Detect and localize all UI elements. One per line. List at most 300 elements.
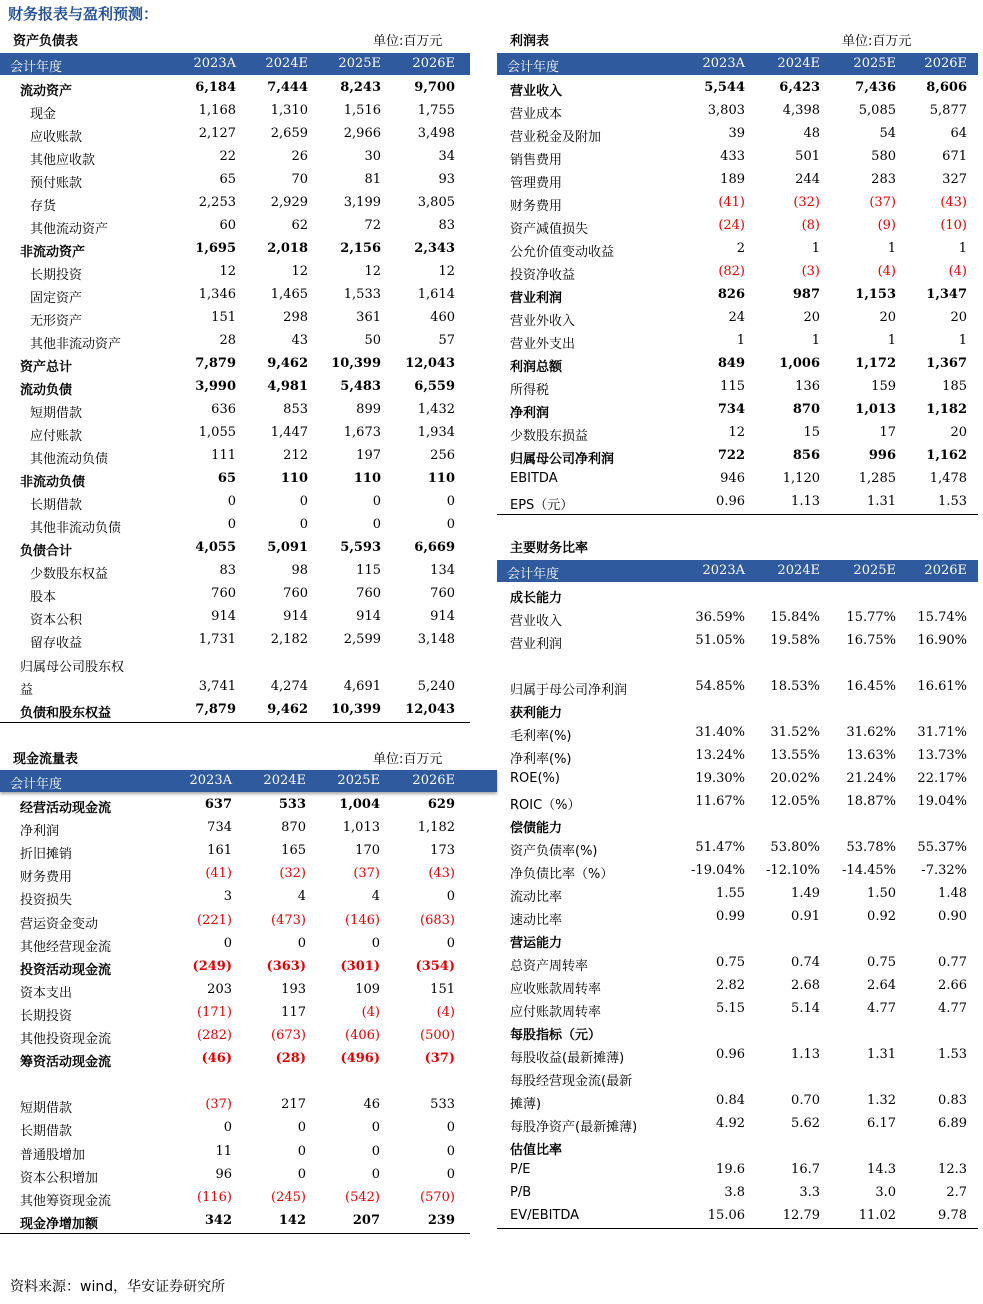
cash-flow-cell: (500) — [420, 1028, 455, 1043]
balance-sheet-header-year: 2023A — [193, 56, 236, 71]
cash-flow-row — [0, 816, 470, 839]
ratios-row-label: 每股指标（元） — [510, 1028, 602, 1043]
balance-sheet-cell: 6,559 — [414, 379, 455, 395]
income-statement-row-label: 投资净收益 — [510, 268, 576, 283]
cash-flow-row — [0, 1070, 470, 1093]
cash-flow-row — [0, 1140, 470, 1163]
balance-sheet-row-label: 短期借款 — [30, 406, 83, 422]
balance-sheet-row-label: 资本公积 — [30, 613, 83, 629]
cash-flow-cell: (406) — [345, 1028, 380, 1043]
ratios-cell: 4.77 — [867, 1001, 896, 1016]
ratios-row — [497, 951, 978, 974]
income-statement-cell: 671 — [942, 149, 967, 164]
balance-sheet-cell: 7,879 — [195, 701, 236, 717]
balance-sheet-row — [0, 444, 470, 467]
cash-flow-section — [0, 748, 500, 1238]
balance-sheet-cell: 0 — [227, 517, 236, 533]
cash-flow-cell: 11 — [215, 1143, 232, 1159]
income-statement-header-year: 2024E — [777, 56, 820, 71]
cash-flow-cell: 0 — [297, 1120, 306, 1136]
income-statement-row-label: 利润总额 — [510, 360, 563, 375]
balance-sheet-row-label: 少数股东权益 — [30, 567, 109, 583]
ratios-row-label: ROE(%) — [510, 771, 560, 786]
income-statement-row-label: 所得税 — [510, 383, 550, 398]
income-statement-cell: 1,013 — [855, 402, 896, 417]
ratios-cell: 1.48 — [938, 886, 967, 901]
income-statement-cell: 244 — [795, 172, 820, 187]
balance-sheet-cell: 50 — [364, 333, 381, 349]
ratios-row-label: 每股经营现金流(最新 — [510, 1074, 633, 1089]
balance-sheet-cell: 1,673 — [343, 425, 381, 441]
ratios-row — [497, 790, 978, 813]
income-statement-cell: 64 — [950, 126, 967, 141]
ratios-cell: 13.63% — [846, 748, 896, 763]
ratios-cell: 12.3 — [938, 1162, 967, 1177]
cash-flow-cell: (542) — [345, 1189, 380, 1205]
cash-flow-row-label: 资本支出 — [20, 985, 73, 1001]
balance-sheet-cell: 4,691 — [343, 678, 381, 694]
income-statement-row — [497, 168, 978, 191]
income-statement-cell: 327 — [942, 172, 967, 187]
ratios-bottom-rule — [497, 1228, 978, 1229]
income-statement-row-label: 财务费用 — [510, 199, 563, 214]
income-statement-cell: 1 — [887, 333, 896, 348]
balance-sheet-cell: 212 — [283, 448, 308, 464]
income-statement-cell: 185 — [942, 379, 967, 394]
ratios-row — [497, 1181, 978, 1204]
cash-flow-row — [0, 793, 470, 816]
balance-sheet-cell: 110 — [427, 471, 455, 487]
cash-flow-row-label: 长期借款 — [20, 1124, 73, 1140]
cash-flow-row — [0, 862, 470, 885]
cash-flow-row-label: 短期借款 — [20, 1101, 73, 1117]
balance-sheet-cell: 2,156 — [340, 241, 381, 257]
balance-sheet-cell: 1,432 — [417, 402, 455, 418]
ratios-cell: -12.10% — [766, 863, 820, 878]
income-statement-header-year: 2026E — [924, 56, 967, 71]
cash-flow-row-label: 净利润 — [20, 824, 60, 840]
balance-sheet-cell: 111 — [211, 448, 236, 464]
ratios-cell: 3.0 — [875, 1185, 896, 1200]
cash-flow-cell: 0 — [446, 1166, 455, 1182]
cash-flow-header-row — [0, 770, 497, 792]
cash-flow-cell: 629 — [427, 797, 455, 812]
balance-sheet-cell: 1,614 — [417, 287, 455, 303]
balance-sheet-cell: 5,091 — [267, 540, 308, 556]
balance-sheet-cell: 3,805 — [417, 195, 455, 211]
income-statement-cell: 856 — [792, 448, 820, 463]
balance-sheet-cell: 65 — [219, 172, 236, 188]
income-statement-cell: (8) — [801, 218, 820, 233]
ratios-row — [497, 997, 978, 1020]
cash-flow-cell: (496) — [340, 1051, 380, 1067]
ratios-row — [497, 813, 978, 836]
balance-sheet-cell: 93 — [438, 172, 455, 188]
balance-sheet-row-label: 非流动负债 — [20, 475, 86, 491]
income-statement-cell: 3,803 — [707, 103, 745, 118]
cash-flow-row — [0, 955, 470, 978]
ratios-cell: 0.70 — [791, 1093, 820, 1108]
ratios-cell: 19.6 — [716, 1162, 745, 1177]
income-statement-cell: (4) — [877, 264, 896, 279]
cash-flow-row — [0, 909, 470, 932]
ratios-cell: 4.92 — [716, 1116, 745, 1131]
ratios-cell: 31.40% — [695, 725, 745, 740]
balance-sheet-cell: 12 — [438, 264, 455, 280]
ratios-row — [497, 1089, 978, 1112]
balance-sheet-cell: 256 — [430, 448, 455, 464]
cash-flow-cell: 0 — [223, 935, 232, 951]
balance-sheet-bottom-rule — [0, 722, 470, 723]
income-statement-cell: 433 — [720, 149, 745, 164]
income-statement-header-row — [497, 53, 978, 75]
ratios-row — [497, 905, 978, 928]
ratios-cell: 20.02% — [770, 771, 820, 786]
cash-flow-row — [0, 885, 470, 908]
balance-sheet-row — [0, 675, 470, 698]
income-statement-cell: (4) — [948, 264, 967, 279]
cash-flow-cell: 870 — [281, 820, 306, 836]
balance-sheet-cell: 12 — [219, 264, 236, 280]
ratios-row-label: 速动比率 — [510, 913, 563, 928]
ratios-cell: 16.7 — [791, 1162, 820, 1177]
income-statement-cell: 1 — [811, 333, 820, 348]
ratios-cell: 6.89 — [938, 1116, 967, 1131]
ratios-cell: 19.30% — [695, 771, 745, 786]
balance-sheet-cell: 81 — [364, 172, 381, 188]
income-statement-cell: 1,162 — [926, 448, 967, 463]
balance-sheet-row — [0, 513, 470, 536]
income-statement-row-label: 公允价值变动收益 — [510, 245, 615, 260]
ratios-cell: 15.06 — [707, 1208, 745, 1223]
balance-sheet-cell: 151 — [211, 310, 236, 326]
ratios-row — [497, 652, 978, 675]
ratios-cell: 16.90% — [917, 633, 967, 648]
ratios-title: 主要财务比率 — [510, 541, 589, 556]
cash-flow-cell: 142 — [278, 1212, 306, 1228]
income-statement-cell: 15 — [803, 425, 820, 440]
ratios-row — [497, 859, 978, 882]
cash-flow-row — [0, 1001, 470, 1024]
cash-flow-cell: 165 — [281, 843, 306, 859]
balance-sheet-cell: 9,700 — [414, 80, 455, 95]
income-statement-row-label: 归属母公司净利润 — [510, 452, 615, 467]
ratios-row — [497, 1158, 978, 1181]
income-statement-row-label: 营业成本 — [510, 107, 563, 122]
cash-flow-cell: 96 — [215, 1166, 232, 1182]
income-statement-cell: 159 — [871, 379, 896, 394]
ratios-row-label: 应收账款周转率 — [510, 982, 602, 997]
income-statement-cell: 136 — [795, 379, 820, 394]
balance-sheet-cell: 914 — [430, 609, 455, 625]
ratios-row-label: EV/EBITDA — [510, 1208, 580, 1223]
balance-sheet-cell: 0 — [299, 494, 308, 510]
balance-sheet-cell: 83 — [438, 218, 455, 234]
ratios-cell: 22.17% — [917, 771, 967, 786]
balance-sheet-header-label: 会计年度 — [10, 60, 63, 75]
balance-sheet-cell: 7,444 — [267, 80, 308, 95]
cash-flow-cell: 4 — [297, 889, 306, 905]
balance-sheet-cell: 899 — [356, 402, 381, 418]
income-statement-row — [497, 467, 978, 490]
income-statement-cell: (41) — [718, 195, 745, 210]
cash-flow-cell: 0 — [446, 1120, 455, 1136]
ratios-cell: 6.17 — [867, 1116, 896, 1131]
ratios-row — [497, 698, 978, 721]
income-statement-row — [497, 352, 978, 375]
cash-flow-cell: 1,013 — [342, 820, 380, 836]
balance-sheet-row-label: 归属母公司股东权 — [20, 659, 125, 675]
balance-sheet-cell: 6,669 — [414, 540, 455, 556]
balance-sheet-cell: 57 — [438, 333, 455, 349]
balance-sheet-row-label: 流动资产 — [20, 84, 73, 99]
ratios-cell: 51.05% — [695, 633, 745, 648]
balance-sheet-cell: 12 — [364, 264, 381, 280]
income-statement-cell: (9) — [877, 218, 896, 233]
ratios-cell: 1.13 — [791, 1047, 820, 1062]
ratios-header-year: 2025E — [853, 563, 896, 578]
ratios-cell: 0.75 — [716, 955, 745, 970]
income-statement-cell: 6,423 — [779, 80, 820, 95]
ratios-cell: 0.75 — [867, 955, 896, 970]
balance-sheet-cell: 6,184 — [195, 80, 236, 95]
cash-flow-header-year: 2026E — [412, 773, 455, 788]
ratios-row — [497, 675, 978, 698]
ratios-row-label: ROIC（%） — [510, 798, 581, 813]
income-statement-cell: 17 — [879, 425, 896, 440]
ratios-header-row — [497, 560, 978, 582]
balance-sheet-row — [0, 421, 470, 444]
balance-sheet-cell: 1,695 — [195, 241, 236, 257]
ratios-cell: 12.05% — [770, 794, 820, 809]
ratios-cell: 13.55% — [770, 748, 820, 763]
cash-flow-cell: (363) — [266, 958, 306, 974]
balance-sheet-cell: 3,990 — [195, 379, 236, 395]
ratios-cell: 5.62 — [791, 1116, 820, 1131]
income-statement-row-label: 净利润 — [510, 406, 550, 421]
balance-sheet-row — [0, 168, 470, 191]
income-statement-cell: 1 — [958, 333, 967, 348]
income-statement-row-label: EBITDA — [510, 471, 558, 486]
balance-sheet-cell: 636 — [211, 402, 236, 418]
balance-sheet-cell: 22 — [219, 149, 236, 165]
balance-sheet-row — [0, 698, 470, 721]
income-statement-row-label: 资产减值损失 — [510, 222, 589, 237]
cash-flow-cell: (37) — [205, 1097, 232, 1113]
income-statement-cell: (3) — [801, 264, 820, 279]
balance-sheet-cell: 1,447 — [270, 425, 308, 441]
cash-flow-cell: (221) — [197, 912, 232, 928]
ratios-row — [497, 629, 978, 652]
income-statement-cell: (43) — [940, 195, 967, 210]
balance-sheet-row-label: 其他应收款 — [30, 153, 96, 169]
cash-flow-row-label: 投资损失 — [20, 893, 73, 909]
cash-flow-cell: (37) — [353, 866, 380, 882]
ratios-cell: 0.77 — [938, 955, 967, 970]
balance-sheet-row-label: 应收账款 — [30, 130, 83, 146]
income-statement-title: 利润表 — [510, 34, 550, 49]
ratios-cell: -19.04% — [691, 863, 745, 878]
income-statement-header-label: 会计年度 — [507, 60, 560, 75]
income-statement-cell: 1.13 — [791, 494, 820, 509]
income-statement-cell: 1.53 — [938, 494, 967, 509]
income-statement-cell: 20 — [950, 425, 967, 440]
ratios-cell: 2.82 — [716, 978, 745, 993]
ratios-row-label: 摊薄) — [510, 1097, 542, 1112]
balance-sheet-row-label: 非流动资产 — [20, 245, 86, 261]
ratios-row-label: 应付账款周转率 — [510, 1005, 602, 1020]
ratios-cell: 31.62% — [846, 725, 896, 740]
cash-flow-cell: 0 — [371, 1120, 380, 1136]
cash-flow-cell: 0 — [446, 935, 455, 951]
balance-sheet-cell: 10,399 — [331, 356, 381, 372]
ratios-row — [497, 767, 978, 790]
income-statement-cell: 54 — [879, 126, 896, 141]
ratios-cell: 11.02 — [858, 1208, 896, 1223]
balance-sheet-row — [0, 605, 470, 628]
cash-flow-cell: 203 — [207, 981, 232, 997]
balance-sheet-row — [0, 306, 470, 329]
ratios-row — [497, 1066, 978, 1089]
income-statement-row — [497, 76, 978, 99]
ratios-row-label: P/E — [510, 1162, 531, 1177]
ratios-cell: 15.77% — [846, 610, 896, 625]
cash-flow-cell: (282) — [197, 1028, 232, 1043]
income-statement-cell: 48 — [803, 126, 820, 141]
income-statement-row — [497, 375, 978, 398]
income-statement-row — [497, 444, 978, 467]
balance-sheet-row — [0, 191, 470, 214]
cash-flow-cell: 207 — [352, 1212, 380, 1228]
balance-sheet-row-label: 存货 — [30, 199, 57, 215]
balance-sheet-cell: 1,533 — [343, 287, 381, 303]
income-statement-row-label: 销售费用 — [510, 153, 563, 168]
ratios-row-label: 营业收入 — [510, 614, 563, 629]
ratios-cell: 0.99 — [716, 909, 745, 924]
cash-flow-cell: (43) — [428, 866, 455, 882]
ratios-cell: 9.78 — [938, 1208, 967, 1223]
balance-sheet-section — [0, 30, 470, 730]
income-statement-cell: 1,172 — [855, 356, 896, 371]
balance-sheet-cell: 0 — [372, 517, 381, 533]
cash-flow-cell: (4) — [436, 1004, 455, 1020]
balance-sheet-row-label: 股本 — [30, 590, 57, 606]
income-statement-cell: 189 — [720, 172, 745, 187]
balance-sheet-header-year: 2026E — [412, 56, 455, 71]
ratios-cell: 19.58% — [770, 633, 820, 648]
cash-flow-row — [0, 1163, 470, 1186]
income-statement-cell: 1 — [736, 333, 745, 348]
income-statement-row-label: 营业利润 — [510, 291, 563, 306]
balance-sheet-cell: 134 — [430, 563, 455, 579]
cash-flow-cell: 173 — [430, 843, 455, 859]
balance-sheet-row — [0, 652, 470, 675]
income-statement-cell: 24 — [728, 310, 745, 325]
ratios-cell: -7.32% — [921, 863, 967, 878]
cash-flow-row-label: 现金净增加额 — [20, 1216, 99, 1232]
balance-sheet-cell: 7,879 — [195, 356, 236, 372]
cash-flow-cell: (32) — [279, 866, 306, 882]
cash-flow-title: 现金流量表 — [13, 752, 79, 767]
income-statement-row — [497, 260, 978, 283]
balance-sheet-cell: 9,462 — [267, 701, 308, 717]
income-statement-row — [497, 145, 978, 168]
ratios-row — [497, 583, 978, 606]
ratios-row-label: 偿债能力 — [510, 821, 563, 836]
income-statement-cell: 5,877 — [929, 103, 967, 118]
cash-flow-cell: 0 — [297, 1166, 306, 1182]
cash-flow-cell: 151 — [430, 981, 455, 997]
ratios-header-year: 2026E — [924, 563, 967, 578]
cash-flow-row — [0, 839, 470, 862]
cash-flow-header-year: 2023A — [189, 773, 232, 788]
balance-sheet-row — [0, 283, 470, 306]
income-statement-row — [497, 329, 978, 352]
income-statement-row — [497, 237, 978, 260]
ratios-row-label: 毛利率(%) — [510, 729, 572, 744]
cash-flow-unit: 单位:百万元 — [373, 752, 443, 767]
source-footer: 资料来源：wind，华安证券研究所 — [10, 1279, 226, 1295]
ratios-row-label: 成长能力 — [510, 591, 563, 606]
balance-sheet-row — [0, 582, 470, 605]
balance-sheet-row-label: 负债和股东权益 — [20, 705, 112, 721]
balance-sheet-cell: 4,274 — [270, 678, 308, 694]
balance-sheet-cell: 12,043 — [405, 701, 455, 717]
balance-sheet-cell: 0 — [227, 494, 236, 510]
income-statement-cell: 1,006 — [779, 356, 820, 371]
balance-sheet-cell: 65 — [217, 471, 236, 487]
balance-sheet-cell: 760 — [211, 586, 236, 602]
income-statement-row — [497, 490, 978, 513]
income-statement-cell: 826 — [717, 287, 745, 302]
ratios-cell: 16.45% — [846, 679, 896, 694]
balance-sheet-row-label: 其他非流动资产 — [30, 337, 122, 353]
income-statement-cell: 5,085 — [858, 103, 896, 118]
ratios-cell: 3.3 — [799, 1185, 820, 1200]
balance-sheet-row — [0, 260, 470, 283]
balance-sheet-cell: 12,043 — [405, 356, 455, 372]
income-statement-row — [497, 214, 978, 237]
ratios-cell: 0.84 — [716, 1093, 745, 1108]
income-statement-row-label: 少数股东损益 — [510, 429, 589, 444]
income-statement-cell: 722 — [717, 448, 745, 463]
balance-sheet-cell: 0 — [299, 517, 308, 533]
ratios-row-label: 净利率(%) — [510, 752, 572, 767]
cash-flow-row-label: 其他筹资现金流 — [20, 1193, 112, 1209]
income-statement-cell: 1,367 — [926, 356, 967, 371]
cash-flow-cell: 0 — [223, 1120, 232, 1136]
income-statement-cell: (32) — [793, 195, 820, 210]
ratios-cell: 54.85% — [695, 679, 745, 694]
ratios-cell: 1.31 — [867, 1047, 896, 1062]
balance-sheet-header-row — [0, 53, 470, 75]
ratios-cell: 4.77 — [938, 1001, 967, 1016]
balance-sheet-row — [0, 375, 470, 398]
balance-sheet-row-label: 留存收益 — [30, 636, 83, 652]
cash-flow-cell: 734 — [207, 820, 232, 836]
ratios-row-label: 营运能力 — [510, 936, 563, 951]
ratios-row-label: 资产负债率(%) — [510, 844, 598, 859]
balance-sheet-row — [0, 237, 470, 260]
income-statement-cell: (82) — [718, 264, 745, 279]
income-statement-cell: 2 — [736, 241, 745, 256]
balance-sheet-row — [0, 536, 470, 559]
balance-sheet-row-label: 资产总计 — [20, 360, 73, 376]
ratios-cell: 51.47% — [695, 840, 745, 855]
balance-sheet-cell: 1,934 — [417, 425, 455, 441]
cash-flow-row-label: 资本公积增加 — [20, 1170, 99, 1186]
balance-sheet-cell: 3,498 — [417, 126, 455, 142]
